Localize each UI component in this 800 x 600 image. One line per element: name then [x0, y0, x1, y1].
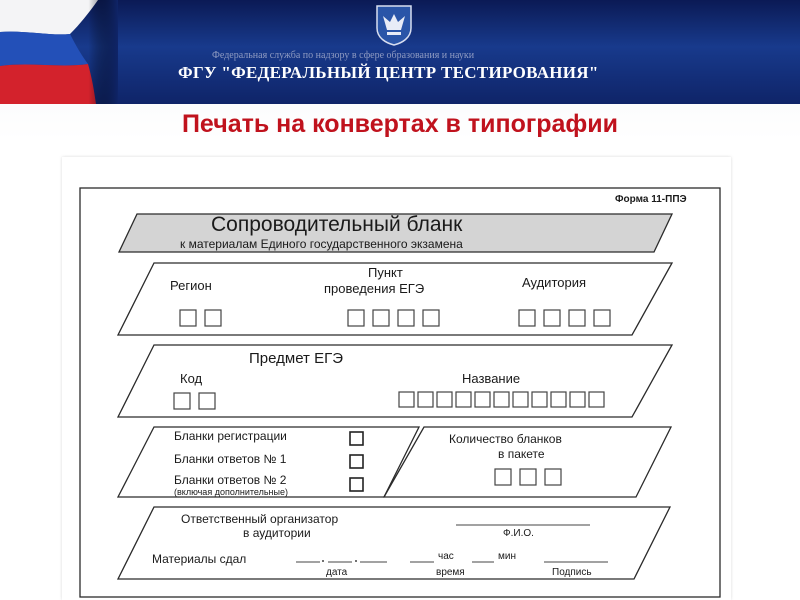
region-label: Регион: [170, 278, 212, 293]
room-boxes: [519, 310, 610, 326]
answer-forms-2-label: Бланки ответов № 2: [174, 473, 287, 487]
exam-point-label-line2: проведения ЕГЭ: [324, 281, 425, 296]
slide-title: Печать на конвертах в типографии: [181, 110, 619, 138]
hour-label: час: [438, 551, 454, 562]
emblem-icon: [374, 4, 414, 46]
responsible-label-line2: в аудитории: [243, 526, 311, 540]
agency-name: Федеральная служба по надзору в сфере образования и науки: [212, 50, 475, 61]
code-label: Код: [180, 371, 203, 386]
subject-name-label: Название: [462, 371, 521, 386]
registration-forms-label: Бланки регистрации: [174, 429, 287, 443]
exam-point-boxes: [348, 310, 439, 326]
code-boxes: [174, 393, 215, 409]
form-subtitle: к материалам Единого государственного экзамена: [180, 237, 463, 251]
minute-label: мин: [498, 551, 516, 562]
form-panel: [62, 157, 731, 600]
date-caption: дата: [326, 567, 348, 578]
header-banner: [0, 0, 800, 104]
fio-label: Ф.И.О.: [503, 528, 534, 539]
region-boxes: [180, 310, 221, 326]
subject-label: Предмет ЕГЭ: [249, 350, 343, 367]
forms-count-label-line1: Количество бланков: [449, 432, 562, 446]
signature-caption: Подпись: [552, 567, 592, 578]
form-type-checkboxes: [350, 432, 363, 491]
time-caption: время: [436, 567, 465, 578]
russian-flag-icon: [0, 0, 118, 104]
form-title: Сопроводительный бланк: [211, 213, 463, 236]
answer-forms-1-label: Бланки ответов № 1: [174, 452, 287, 466]
responsible-label-line1: Ответственный организатор: [181, 512, 339, 526]
answer-forms-2-note: (включая дополнительные): [174, 487, 288, 497]
materials-handed-label: Материалы сдал: [152, 552, 247, 566]
exam-point-label-line1: Пункт: [368, 265, 403, 280]
count-boxes: [495, 469, 561, 485]
organization-name: ФГУ "ФЕДЕРАЛЬНЫЙ ЦЕНТР ТЕСТИРОВАНИЯ": [178, 63, 599, 82]
room-label: Аудитория: [522, 275, 587, 290]
forms-count-label-line2: в пакете: [498, 447, 545, 461]
name-boxes: [399, 392, 604, 407]
form-number: Форма 11-ППЭ: [615, 194, 687, 205]
